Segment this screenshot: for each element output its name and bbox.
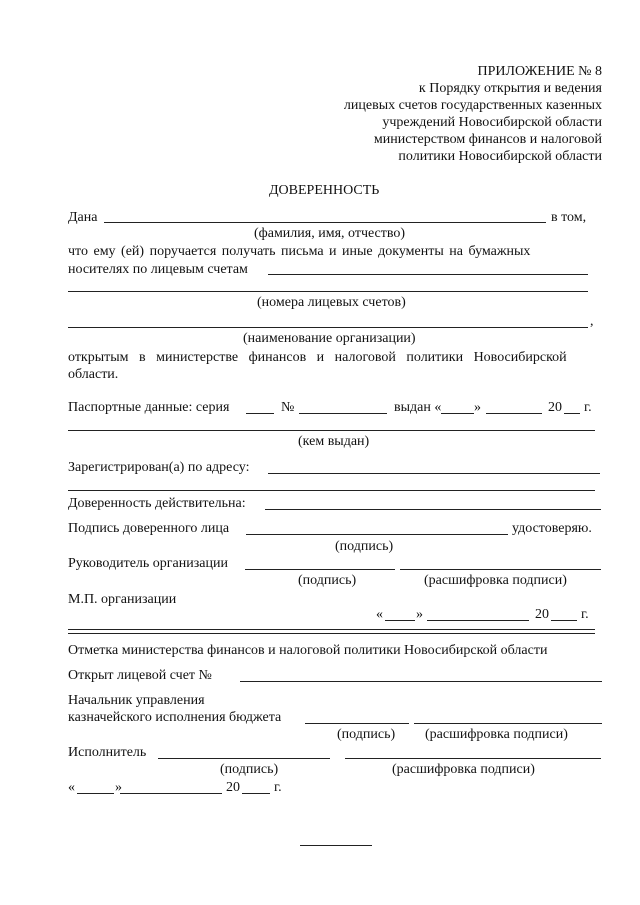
head-decode-hint: (расшифровка подписи) (424, 573, 567, 588)
executor-signature-field[interactable] (158, 758, 330, 759)
mark-date-year-suffix: г. (274, 780, 282, 795)
appendix-number: ПРИЛОЖЕНИЕ № 8 (477, 64, 602, 79)
trusted-signature-hint: (подпись) (335, 539, 394, 554)
document-title: ДОВЕРЕННОСТЬ (269, 183, 380, 198)
passport-series-field[interactable] (246, 413, 274, 414)
stamp-place-label: М.П. организации (68, 592, 177, 607)
appendix-line-3: лицевых счетов государственных казенных (343, 98, 602, 113)
issued-day-field[interactable] (441, 413, 474, 414)
appendix-line-4: учреждений Новосибирской области (382, 115, 602, 130)
mark-date-year-field[interactable] (242, 793, 270, 794)
mark-date-day-field[interactable] (77, 793, 114, 794)
trusted-sign-label: Подпись доверенного лица (68, 521, 230, 536)
executor-sign-hint: (подпись) (220, 762, 279, 777)
issued-year-prefix: 20 (548, 400, 562, 415)
issued-year-suffix: г. (584, 400, 592, 415)
head-sign-hint: (подпись) (298, 573, 357, 588)
trusted-signature-field[interactable] (246, 534, 508, 535)
passport-number-field[interactable] (299, 413, 387, 414)
mark-date-open-quote: « (68, 780, 75, 795)
mark-date-year-prefix: 20 (226, 780, 240, 795)
issued-month-field[interactable] (486, 413, 542, 414)
date-open-quote: « (376, 607, 383, 622)
appendix-line-2: к Порядку открытия и ведения (418, 81, 602, 96)
date-year-suffix: г. (581, 607, 589, 622)
date-day-field[interactable] (385, 620, 415, 621)
issued-label: выдан « (394, 400, 442, 415)
chief-title-line-1: Начальник управления (68, 693, 205, 708)
issued-year-field[interactable] (564, 413, 580, 414)
head-decode-field[interactable] (400, 569, 601, 570)
given-label: Дана (68, 210, 98, 225)
ministry-mark-title: Отметка министерства финансов и налоговой политики Новосибирской области (68, 643, 548, 658)
fio-hint: (фамилия, имя, отчество) (254, 226, 406, 241)
mark-date-close-quote: » (115, 780, 122, 795)
chief-decode-field[interactable] (414, 723, 602, 724)
opened-account-label: Открыт лицевой счет № (68, 668, 212, 683)
date-month-field[interactable] (427, 620, 529, 621)
opened-line-1: открытым в министерстве финансов и налоговой политики Новосибирской (68, 350, 567, 365)
section-separator (68, 629, 595, 634)
date-year-field[interactable] (551, 620, 577, 621)
fio-field[interactable] (104, 222, 546, 223)
issued-by-field[interactable] (68, 430, 595, 431)
valid-label: Доверенность действительна: (68, 496, 246, 511)
organization-field[interactable] (68, 327, 588, 328)
address-field-1[interactable] (268, 473, 600, 474)
executor-decode-field[interactable] (345, 758, 601, 759)
date-year-prefix: 20 (535, 607, 549, 622)
trust-line: что ему (ей) поручается получать письма и иные документы на бумажных (68, 244, 531, 259)
org-hint: (наименование организации) (243, 331, 416, 346)
head-label: Руководитель организации (68, 556, 228, 571)
registered-label: Зарегистрирован(а) по адресу: (68, 460, 250, 475)
issued-close-quote: » (474, 400, 481, 415)
passport-label: Паспортные данные: серия (68, 400, 230, 415)
opened-account-field[interactable] (240, 681, 602, 682)
accounts-field-2[interactable] (68, 291, 588, 292)
end-rule (300, 845, 372, 846)
number-sign: № (281, 400, 295, 415)
executor-decode-hint: (расшифровка подписи) (392, 762, 535, 777)
carriers-line: носителях по лицевым счетам (68, 262, 248, 277)
chief-signature-field[interactable] (305, 723, 409, 724)
address-field-2[interactable] (68, 490, 595, 491)
org-comma: , (590, 314, 594, 329)
opened-line-2: области. (68, 367, 119, 382)
accounts-field-1[interactable] (268, 274, 588, 275)
chief-sign-hint: (подпись) (337, 727, 396, 742)
date-close-quote: » (416, 607, 423, 622)
mark-date-month-field[interactable] (120, 793, 222, 794)
chief-title-line-2: казначейского исполнения бюджета (68, 710, 282, 725)
appendix-line-6: политики Новосибирской области (398, 149, 602, 164)
issued-by-hint: (кем выдан) (298, 434, 370, 449)
in-that-text: в том, (551, 210, 587, 225)
executor-label: Исполнитель (68, 745, 147, 760)
head-signature-field[interactable] (245, 569, 395, 570)
certify-text: удостоверяю. (512, 521, 592, 536)
chief-decode-hint: (расшифровка подписи) (425, 727, 568, 742)
accounts-hint: (номера лицевых счетов) (257, 295, 406, 310)
appendix-line-5: министерством финансов и налоговой (373, 132, 602, 147)
valid-until-field[interactable] (265, 509, 601, 510)
